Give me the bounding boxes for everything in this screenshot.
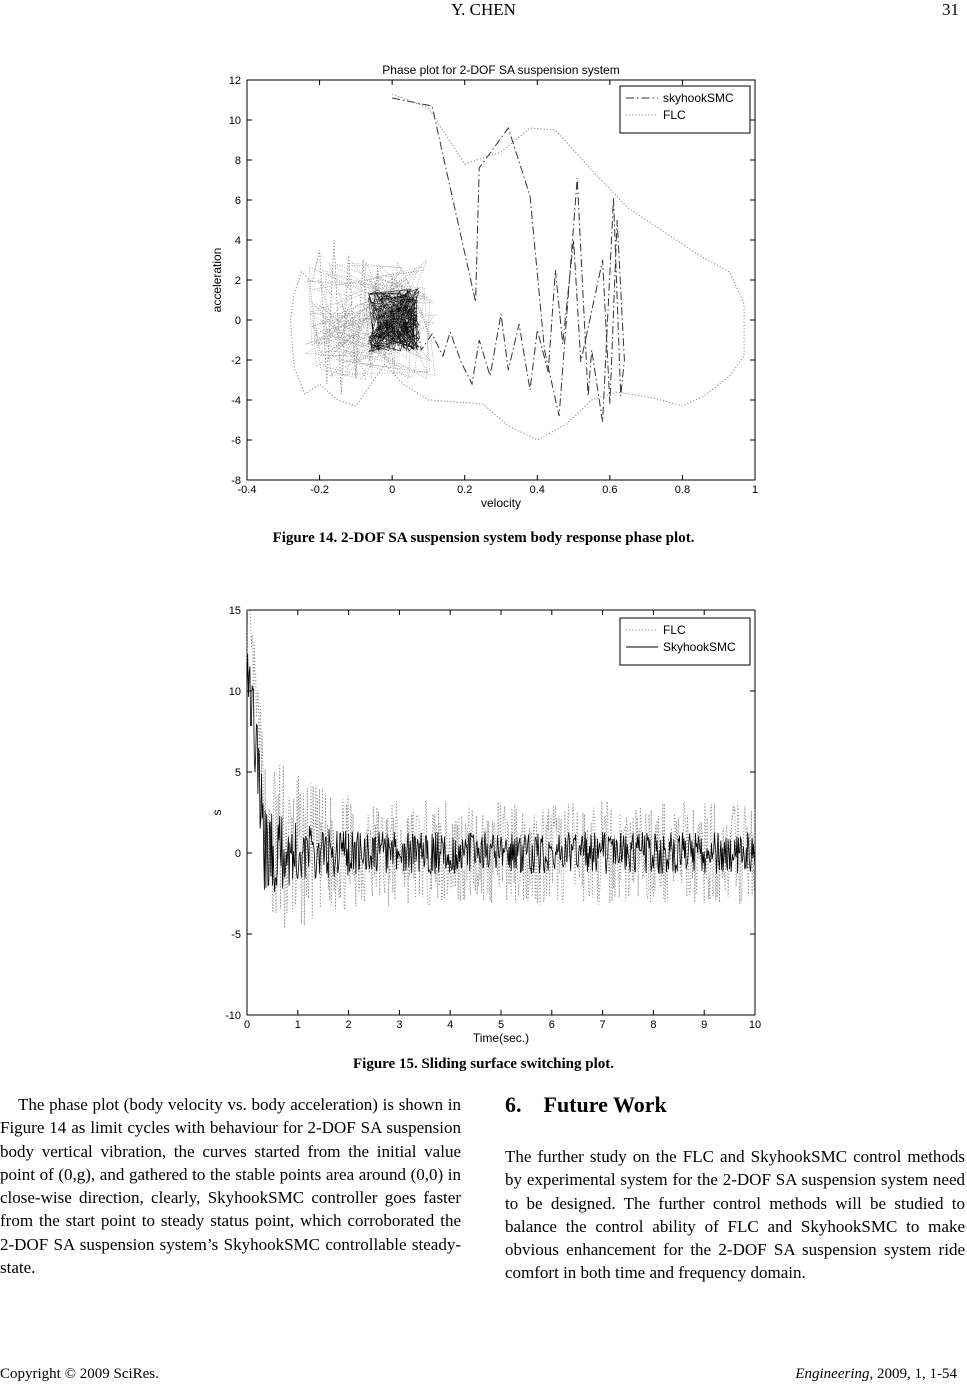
x-tick-label: 0	[389, 484, 396, 496]
x-tick-label: 2	[345, 1019, 352, 1031]
y-tick-label: 0	[234, 315, 241, 327]
x-tick-label: 3	[396, 1019, 403, 1031]
footer-volume: , 2009, 1, 1-54	[869, 1366, 957, 1382]
y-tick-label: 15	[228, 605, 241, 617]
y-tick-label: 2	[234, 275, 241, 287]
left-column	[0, 1093, 461, 1279]
right-column	[505, 1145, 965, 1285]
x-tick-label: 0.8	[674, 484, 691, 496]
legend-label-FLC: FLC	[663, 108, 686, 122]
y-axis-label: acceleration	[210, 247, 224, 313]
figure-14-caption: Figure 14. 2-DOF SA suspension system body response phase plot.	[272, 530, 695, 546]
x-tick-label: 0.2	[457, 484, 473, 496]
y-tick-label: 10	[228, 686, 241, 698]
x-tick-label: 0	[243, 1019, 251, 1031]
y-tick-label: 0	[234, 848, 241, 860]
x-tick-label: 6	[548, 1019, 555, 1031]
y-tick-label: 12	[228, 75, 241, 87]
x-axis-label: Time(sec.)	[472, 1031, 530, 1045]
section-heading-future-work	[505, 1092, 965, 1118]
section-title: Future Work	[543, 1092, 667, 1117]
figure-15-caption: Figure 15. Sliding surface switching plot.	[353, 1056, 614, 1072]
series-SkyhookSMC	[247, 654, 755, 892]
footer-copyright: Copyright © 2009 SciRes.	[0, 1366, 159, 1382]
y-tick-label: -5	[231, 929, 241, 941]
legend-label-SkyhookSMC: SkyhookSMC	[663, 640, 736, 654]
legend-label-skyhookSMC: skyhookSMC	[663, 91, 734, 105]
y-tick-label: 10	[228, 115, 241, 127]
x-tick-label: 0.6	[602, 484, 618, 496]
footer-journal: Engineering	[795, 1366, 870, 1382]
y-tick-label: 6	[234, 195, 241, 207]
body-paragraph-phase-plot: The phase plot (body velocity vs. body acceleration) is shown in Figure 14 as limit cycles with behaviour for 2-DOF SA suspension body vertical vibration, the curves started from the initial value point of (0,g), and gathered to the stable points area around (0,0) in close-wise direction, clearly, SkyhookSMC controller goes faster from the start point to steady status point, which corroborated the 2-DOF SA suspension system’s SkyhookSMC controllable steady-state.	[0, 1095, 461, 1278]
y-axis-label: s	[210, 809, 224, 816]
body-paragraph-future-work: The further study on the FLC and SkyhookSMC control methods by experimental system for the 2-DOF SA suspension system need to be designed. The further control methods will be studied to balance the control ability of FLC and SkyhookSMC to make obvious enhancement for the 2-DOF SA suspension system ride comfort in both time and frequency domain.	[505, 1147, 965, 1283]
y-tick-label: 8	[234, 155, 241, 167]
y-tick-label: 4	[234, 235, 241, 247]
x-tick-label: 8	[650, 1019, 657, 1031]
figure-14-phase-plot	[205, 50, 765, 520]
x-tick-label: 5	[497, 1019, 505, 1031]
y-tick-label: 5	[234, 767, 241, 779]
footer-citation	[795, 1366, 957, 1383]
figure-15-switching-plot	[205, 600, 765, 1045]
y-tick-label: -8	[231, 475, 241, 487]
y-tick-label: -10	[225, 1010, 241, 1022]
legend-label-FLC: FLC	[663, 623, 686, 637]
y-tick-label: -6	[231, 435, 241, 447]
x-tick-label: 10	[748, 1019, 762, 1031]
running-header-author: Y. CHEN	[451, 0, 516, 19]
x-tick-label: 9	[701, 1019, 708, 1031]
x-tick-label: 0.4	[529, 484, 545, 496]
page-number: 31	[942, 0, 959, 19]
chart-title: Phase plot for 2-DOF SA suspension system	[382, 63, 620, 77]
x-tick-label: 7	[599, 1019, 606, 1031]
x-tick-label: -0.2	[310, 484, 330, 496]
plot-frame	[247, 80, 755, 480]
series-skyhookSMC	[389, 98, 625, 422]
series-FLC	[291, 94, 745, 440]
y-tick-label: -2	[231, 355, 241, 367]
y-tick-label: -4	[231, 395, 241, 407]
x-tick-label: -0.4	[237, 484, 257, 496]
x-tick-label: 1	[751, 484, 759, 496]
x-axis-label: velocity	[480, 496, 522, 510]
x-tick-label: 1	[294, 1019, 301, 1031]
section-number: 6.	[505, 1092, 522, 1117]
x-tick-label: 4	[447, 1019, 454, 1031]
